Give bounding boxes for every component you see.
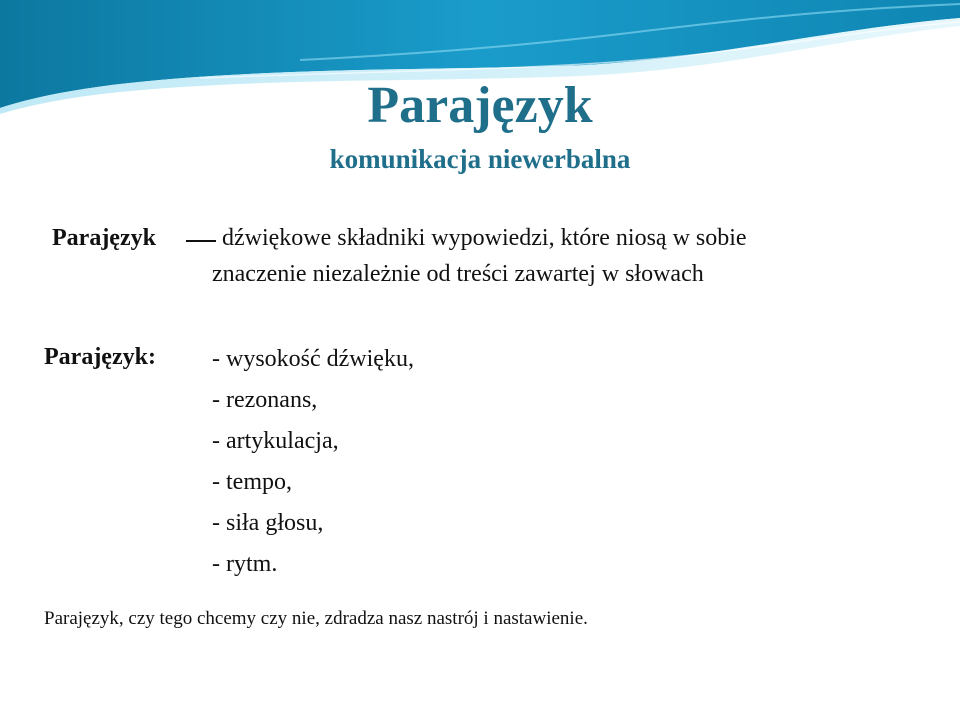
definition-term: Parajęzyk [52,225,156,251]
list-item: - rezonans, [212,387,318,413]
list-item: - rytm. [212,551,278,577]
definition-line-2: znaczenie niezależnie od treści zawartej w słowach [212,261,704,287]
conclusion-text: Parajęzyk, czy tego chcemy czy nie, zdradza nasz nastrój i nastawienie. [44,608,588,629]
definition-dash [186,240,216,242]
definition-line-1: dźwiękowe składniki wypowiedzi, które niosą w sobie [222,225,747,251]
slide-subtitle: komunikacja niewerbalna [329,144,631,174]
features-list [212,344,414,590]
list-item: - artykulacja, [212,428,339,454]
list-item: - tempo, [212,469,292,495]
slide-title: Parajęzyk [367,77,593,134]
features-label: Parajęzyk: [44,344,156,370]
list-item: - wysokość dźwięku, [212,346,414,372]
list-item: - siła głosu, [212,510,324,536]
